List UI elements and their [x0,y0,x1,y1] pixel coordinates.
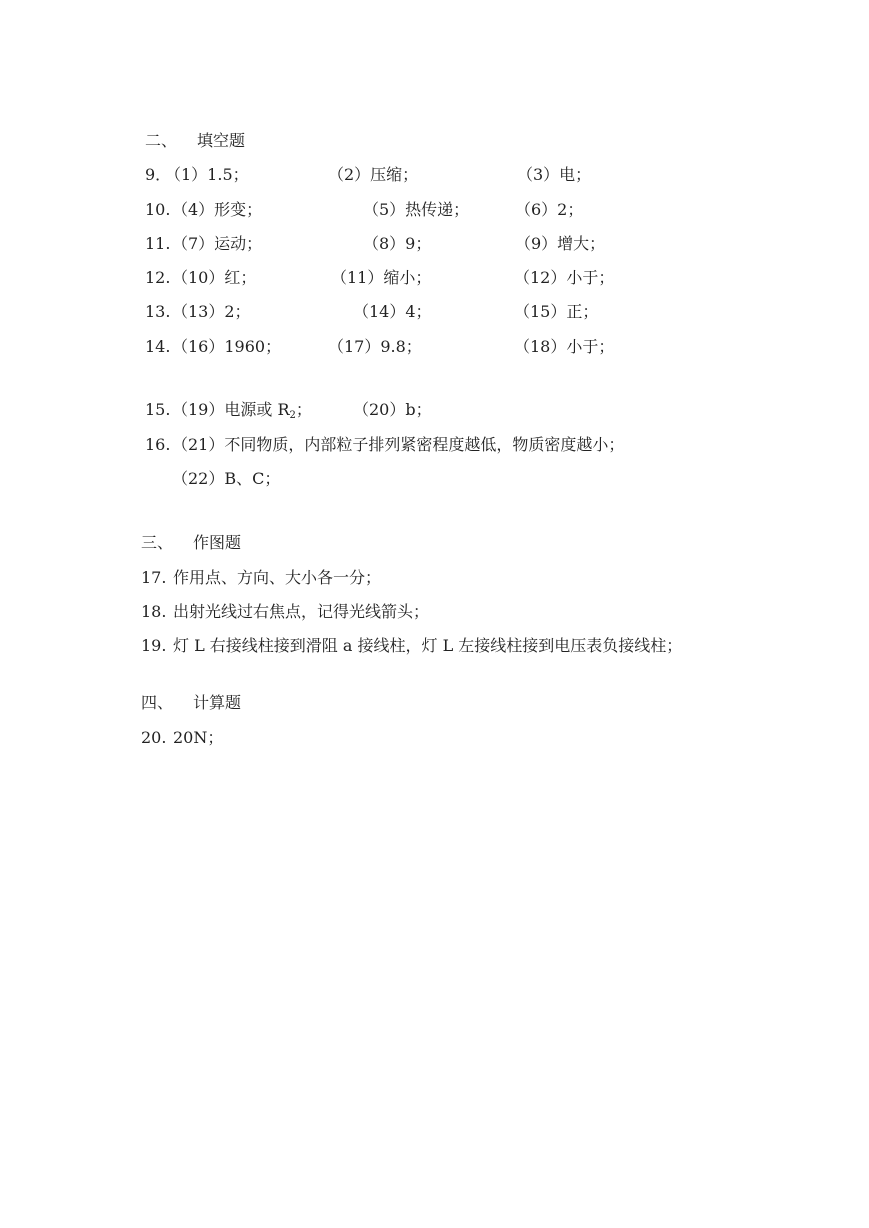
question-number: 20. [141,728,167,747]
question-number: 10. [145,200,171,219]
answer-cell: （5）热传递； [363,200,470,219]
answer-row-18 [141,602,429,622]
answer-cell: （16）1960； [172,337,282,356]
section-heading-fill-in [145,131,245,151]
section-heading-drawing [141,533,241,553]
answer-cell: （6）2； [515,200,584,219]
answer-text: （19）电源或 R [172,400,290,419]
answer-row-19 [141,636,682,656]
answer-text: 作用点、方向、大小各一分； [173,568,382,587]
section-title: 计算题 [193,693,242,712]
answer-cell: （14）4； [353,302,432,321]
answer-row-11 [145,234,665,254]
answer-cell: （8）9； [363,234,432,253]
answer-cell: （3）电； [517,165,592,184]
answer-row-20 [141,728,223,748]
answer-row-16 [145,435,705,455]
answer-cell: （20）b； [353,400,432,419]
answer-row-10 [145,200,665,220]
section-title: 填空题 [197,131,246,150]
answer-cell: （11）缩小； [331,268,432,287]
answer-text: 20N； [173,728,224,747]
answer-row-14 [145,337,665,357]
answer-cell: （21）不同物质，内部粒子排列紧密程度越低，物质密度越小； [172,435,625,454]
answer-cell: （15）正； [514,302,599,321]
question-number: 19. [141,636,167,655]
answer-row-17 [141,568,381,588]
answer-row-12 [145,268,665,288]
question-number: 9． [145,165,172,184]
subscript: 2 [289,410,296,421]
section-title: 作图题 [193,533,242,552]
question-number: 15. [145,400,171,419]
section-number: 二、 [145,131,178,150]
question-number: 17. [141,568,167,587]
answer-cell: （9）增大； [515,234,606,253]
answer-cell [172,400,312,420]
answer-cell: （1）1.5； [165,165,249,184]
question-number: 11. [145,234,171,253]
answer-row-15 [145,400,665,420]
question-number: 18. [141,602,167,621]
answer-cell: （13）2； [172,302,251,321]
section-number: 四、 [141,693,174,712]
section-number: 三、 [141,533,174,552]
answer-row-9 [145,165,665,185]
question-number: 12. [145,268,171,287]
answer-row-16-continued [172,469,280,489]
answer-row-13 [145,302,665,322]
answer-cell: （22）B、C； [172,469,281,488]
answer-cell: （4）形变； [172,200,263,219]
answer-text: 灯 L 右接线柱接到滑阻 a 接线柱，灯 L 左接线柱接到电压表负接线柱； [173,636,683,655]
answer-punctuation: ； [295,400,312,419]
question-number: 16. [145,435,171,454]
answer-cell: （18）小于； [514,337,615,356]
answer-cell: （7）运动； [172,234,263,253]
answer-cell: （12）小于； [514,268,615,287]
answer-cell: （2）压缩； [328,165,419,184]
question-number: 14. [145,337,171,356]
question-number: 13. [145,302,171,321]
answer-cell: （10）红； [172,268,257,287]
answer-cell: （17）9.8； [328,337,422,356]
answer-text: 出射光线过右焦点，记得光线箭头； [173,602,430,621]
section-heading-calculation [141,693,241,713]
